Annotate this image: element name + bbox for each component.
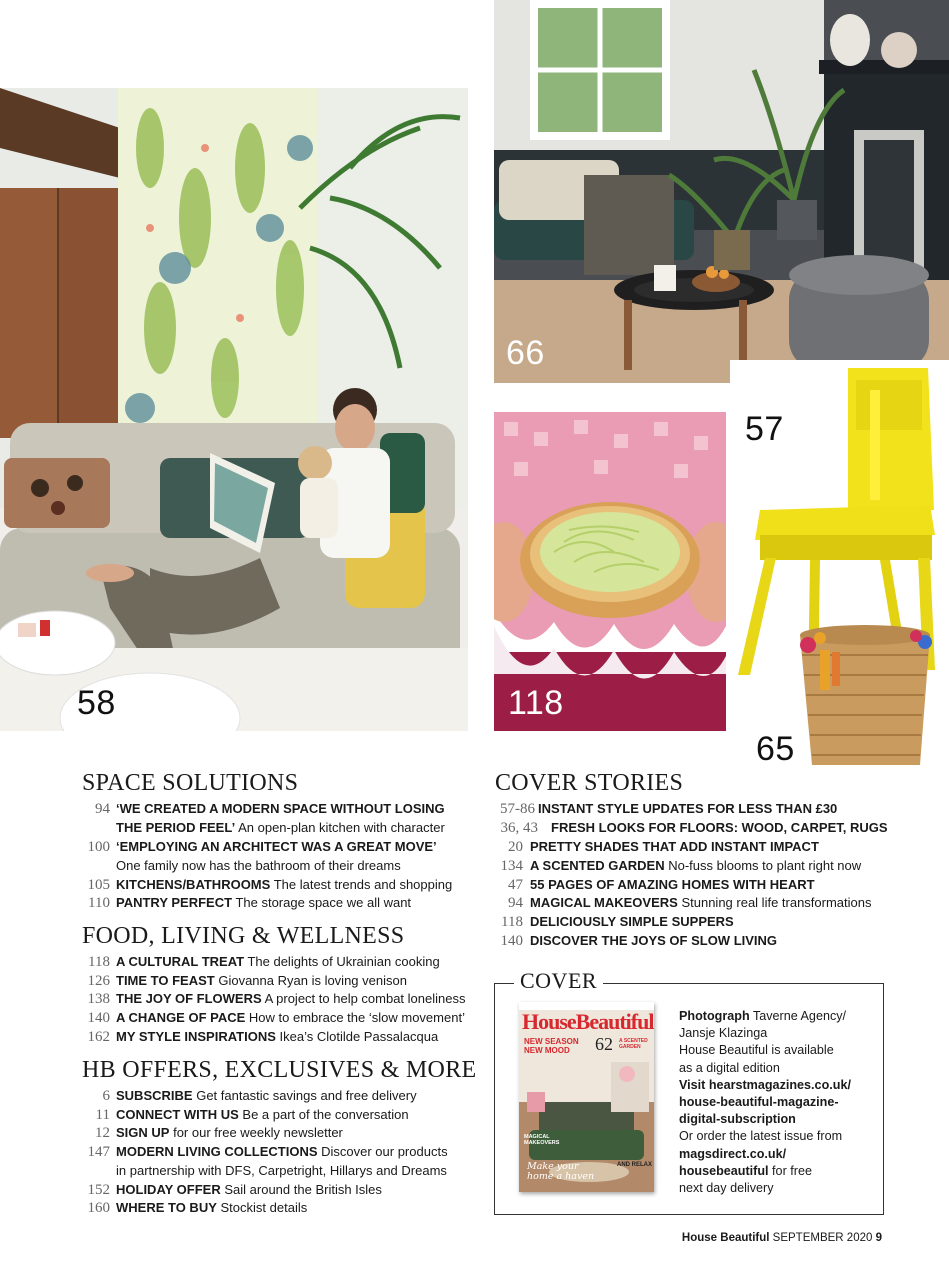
- entry-title: MAGICAL MAKEOVERS: [530, 895, 678, 910]
- entry-page-number: 162: [87, 1029, 110, 1045]
- entry-page-number: 100: [87, 839, 110, 855]
- credit-text: House Beautiful is available: [679, 1043, 834, 1058]
- credit-bold[interactable]: housebeautiful: [679, 1163, 769, 1178]
- entry-page-number: 94: [508, 895, 523, 911]
- entry-title: A CHANGE OF PACE: [116, 1010, 246, 1025]
- entry-page-number: 140: [500, 933, 523, 949]
- entry-page-number: 12: [95, 1125, 110, 1141]
- entry-page-number: 105: [87, 877, 110, 893]
- entry-page-number: 6: [102, 1088, 110, 1104]
- lounge-illustration: [494, 0, 949, 383]
- credit-text: Taverne Agency/: [749, 1009, 847, 1023]
- credit-line: [679, 1042, 879, 1059]
- entry-page-number: 118: [88, 954, 110, 970]
- section-heading-food-living-wellness: FOOD, LIVING & WELLNESS: [82, 923, 405, 949]
- entry-page-number: 147: [87, 1144, 110, 1160]
- entry-title: SUBSCRIBE: [116, 1088, 193, 1103]
- credit-bold[interactable]: magsdirect.co.uk/: [679, 1146, 787, 1161]
- entry-title: PRETTY SHADES THAT ADD INSTANT IMPACT: [530, 839, 819, 854]
- entry-title: MY STYLE INSPIRATIONS: [116, 1029, 276, 1044]
- entry-page-number: 140: [87, 1010, 110, 1026]
- credit-text: as a digital edition: [679, 1060, 780, 1075]
- entry-description: An open-plan kitchen with character: [238, 820, 445, 835]
- credit-link-line[interactable]: [679, 1077, 879, 1094]
- entry-page-number: 11: [95, 1107, 110, 1123]
- cover-label: COVER: [514, 968, 603, 994]
- credit-link-line[interactable]: [679, 1111, 879, 1128]
- entry-page-number: 160: [87, 1200, 110, 1216]
- entry-page-number: 36, 43: [500, 820, 538, 836]
- entry-description: The delights of Ukrainian cooking: [247, 954, 440, 969]
- credit-bold[interactable]: house-beautiful-magazine-: [679, 1095, 839, 1110]
- entry-title: CONNECT WITH US: [116, 1107, 239, 1122]
- photo-page-number: 57: [745, 410, 784, 448]
- living-room-photo: [0, 88, 468, 731]
- magazine-script-tagline: Make your home a haven: [527, 1161, 595, 1182]
- magazine-cover-thumbnail[interactable]: [519, 1002, 654, 1192]
- entry-title: TIME TO FEAST: [116, 973, 215, 988]
- footer-page-number: 9: [875, 1232, 882, 1244]
- entry-description: No-fuss blooms to plant right now: [668, 858, 862, 873]
- entry-title: DISCOVER THE JOYS OF SLOW LIVING: [530, 933, 778, 948]
- entry-page-number: 126: [87, 973, 110, 989]
- entry-page-number: 20: [508, 839, 523, 855]
- credit-text: Jansje Klazinga: [679, 1026, 768, 1041]
- salad-photo: [494, 412, 726, 731]
- credit-text: next day delivery: [679, 1181, 774, 1196]
- entry-description: The storage space we all want: [235, 895, 412, 910]
- magazine-garden-teaser: A SCENTED GARDEN: [619, 1038, 648, 1050]
- magazine-relax-teaser: AND RELAX: [617, 1162, 653, 1168]
- credit-text: for free: [768, 1163, 812, 1178]
- entry-title: DELICIOUSLY SIMPLE SUPPERS: [530, 914, 734, 929]
- section-heading-cover-stories: COVER STORIES: [495, 770, 684, 796]
- entry-description: Ikea’s Clotilde Passalacqua: [279, 1029, 439, 1044]
- entry-title: PANTRY PERFECT: [116, 895, 233, 910]
- credit-bold[interactable]: digital-subscription: [679, 1112, 796, 1127]
- entry-page-number: 134: [500, 858, 523, 874]
- living-room-illustration: [0, 88, 468, 731]
- entry-page-number: 47: [508, 877, 523, 893]
- magazine-masthead: HouseBeautiful: [522, 1009, 654, 1034]
- entry-description: Discover our products: [321, 1144, 448, 1159]
- entry-page-number: 152: [87, 1182, 110, 1198]
- entry-title: THE JOY OF FLOWERS: [116, 991, 262, 1006]
- entry-title: ‘EMPLOYING AN ARCHITECT WAS A GREAT MOVE’: [116, 839, 437, 854]
- entry-title: A SCENTED GARDEN: [530, 858, 665, 873]
- entry-page-number: 110: [88, 895, 110, 911]
- entry-title: SIGN UP: [116, 1125, 170, 1140]
- page-footer: [682, 1232, 882, 1244]
- entry-description: Be a part of the conversation: [242, 1107, 409, 1122]
- credit-line: [679, 1180, 879, 1197]
- entry-page-number: 138: [87, 991, 110, 1007]
- entry-page-number: 94: [95, 801, 110, 817]
- entry-title: KITCHENS/BATHROOMS: [116, 877, 271, 892]
- entry-title: 55 PAGES OF AMAZING HOMES WITH HEART: [530, 877, 815, 892]
- entry-title: INSTANT STYLE UPDATES FOR LESS THAN £30: [538, 801, 838, 816]
- entry-description: in partnership with DFS, Carpetright, Hillarys and Dreams: [116, 1163, 447, 1178]
- credit-line: [679, 1008, 879, 1025]
- magazine-makeovers-teaser: MAGICAL MAKEOVERS: [524, 1134, 560, 1146]
- photo-page-number: 66: [506, 334, 545, 372]
- entry-description: Get fantastic savings and free delivery: [196, 1088, 417, 1103]
- photo-page-number: 58: [77, 684, 116, 722]
- entry-page-number: 57-86: [500, 801, 535, 817]
- credit-line: [679, 1025, 879, 1042]
- entry-description: How to embrace the ‘slow movement’: [248, 1010, 465, 1025]
- entry-page-number: 118: [501, 914, 523, 930]
- credit-line: [679, 1128, 879, 1145]
- footer-issue: SEPTEMBER 2020: [772, 1232, 873, 1244]
- entry-title: MODERN LIVING COLLECTIONS: [116, 1144, 318, 1159]
- entry-title: HOLIDAY OFFER: [116, 1182, 221, 1197]
- entry-title: ‘WE CREATED A MODERN SPACE WITHOUT LOSING: [116, 801, 445, 816]
- entry-description: One family now has the bathroom of their dreams: [116, 858, 401, 873]
- entry-description: for our free weekly newsletter: [173, 1125, 343, 1140]
- section-heading-hb-offers: HB OFFERS, EXCLUSIVES & MORE: [82, 1057, 477, 1083]
- credit-line: [679, 1060, 879, 1077]
- photo-page-number: 65: [756, 730, 795, 768]
- lounge-photo: [494, 0, 949, 383]
- entry-title: FRESH LOOKS FOR FLOORS: WOOD, CARPET, RUGS: [551, 820, 888, 835]
- credit-link-line[interactable]: [679, 1094, 879, 1111]
- entry-description: Giovanna Ryan is loving venison: [218, 973, 407, 988]
- entry-description: Sail around the British Isles: [224, 1182, 382, 1197]
- footer-brand: House Beautiful: [681, 1232, 770, 1244]
- credit-bold: Photograph: [679, 1009, 750, 1023]
- section-heading-space-solutions: SPACE SOLUTIONS: [82, 770, 299, 796]
- entry-description: Stunning real life transformations: [681, 895, 872, 910]
- credit-link-line[interactable]: [679, 1146, 879, 1163]
- credit-text: Or order the latest issue from: [679, 1129, 843, 1144]
- chair-basket-photo: [730, 360, 949, 780]
- credit-bold[interactable]: Visit hearstmagazines.co.uk/: [679, 1077, 851, 1092]
- entry-description: A project to help combat loneliness: [264, 991, 466, 1006]
- entry-description: Stockist details: [220, 1200, 308, 1215]
- magazine-headline: NEW SEASON NEW MOOD: [524, 1037, 579, 1055]
- entry-title: THE PERIOD FEEL’: [116, 820, 236, 835]
- entry-title: WHERE TO BUY: [116, 1200, 217, 1215]
- entry-description: The latest trends and shopping: [273, 877, 453, 892]
- photo-page-number: 118: [508, 684, 564, 722]
- magazine-big-number: 62: [595, 1034, 613, 1054]
- cover-credits: [679, 1008, 879, 1197]
- credit-link-line[interactable]: [679, 1163, 879, 1180]
- entry-title: A CULTURAL TREAT: [116, 954, 245, 969]
